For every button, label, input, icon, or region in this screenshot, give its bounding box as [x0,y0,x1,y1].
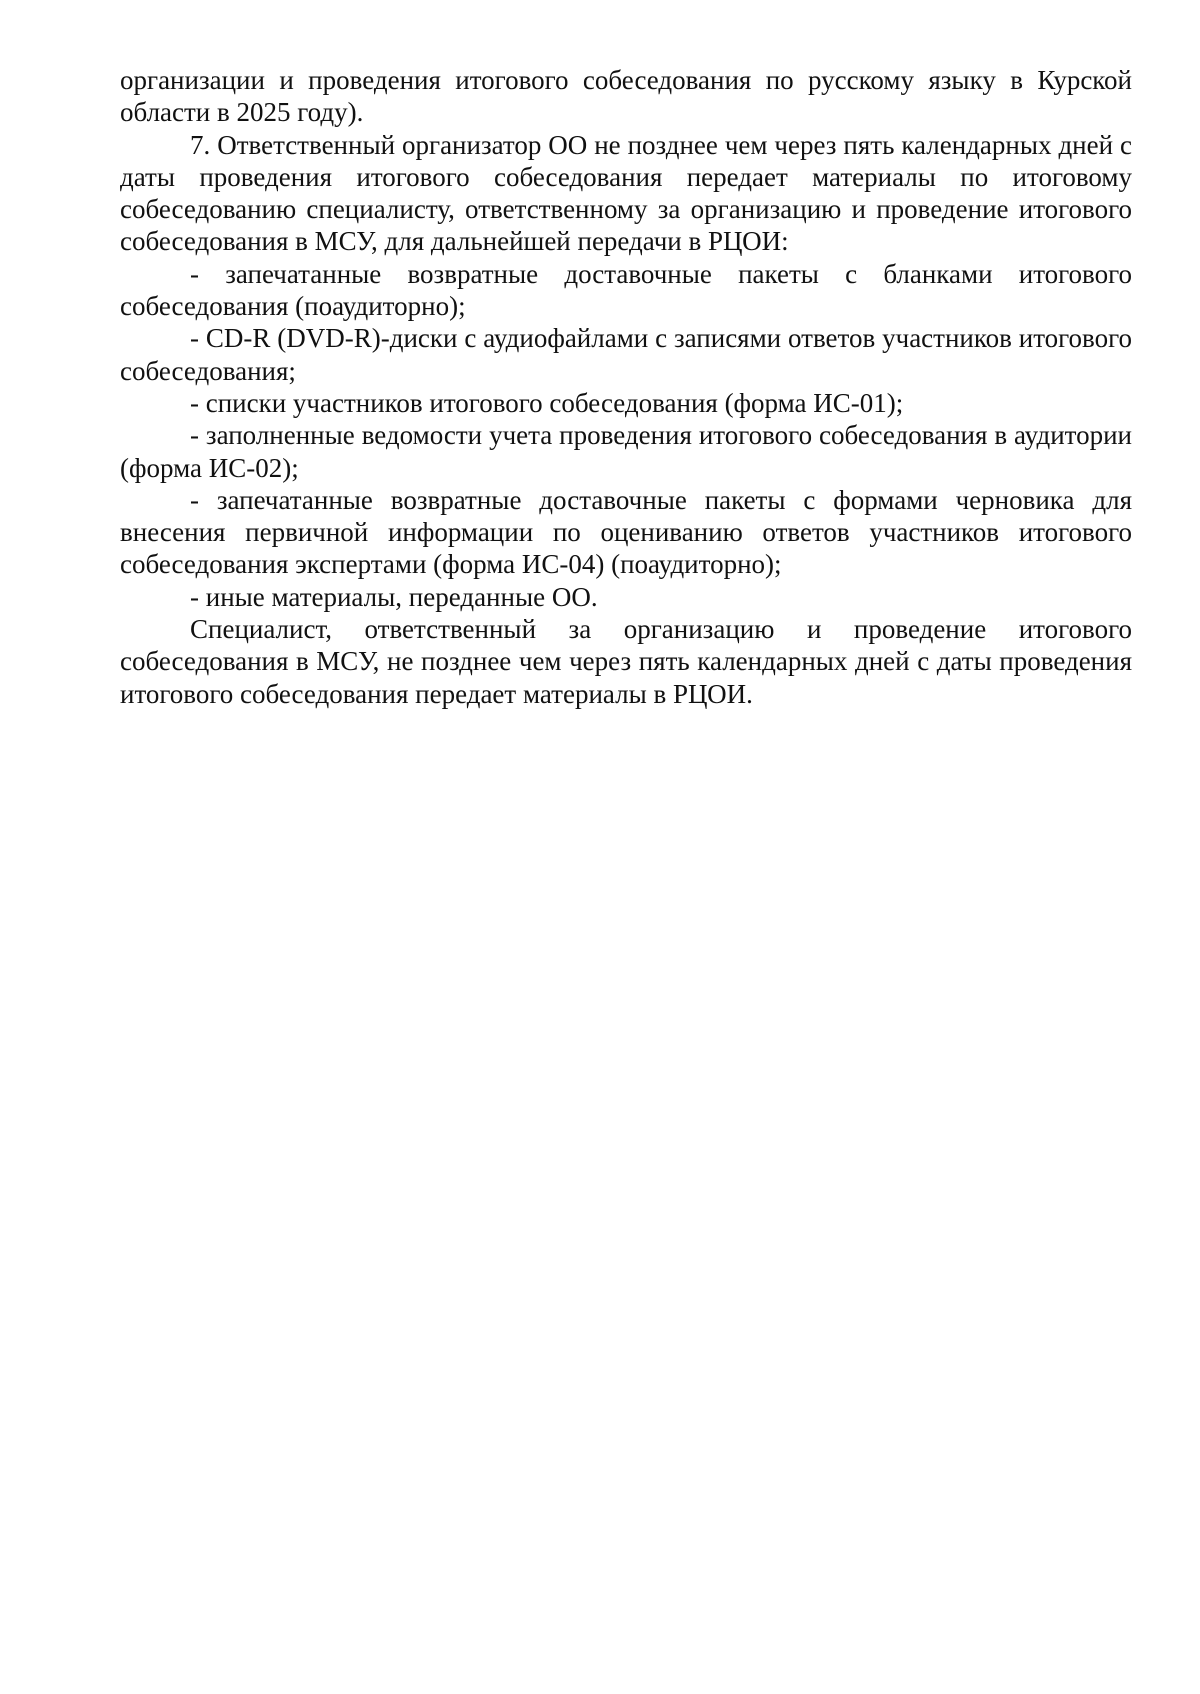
paragraph-item-7: 7. Ответственный организатор ОО не позднее чем через пять календарных дней с даты проведения итогового собеседования передает материалы по итоговому собеседованию специалисту, ответственному за организацию и проведение итогового собеседования в МСУ, для дальнейшей передачи в РЦОИ: [120,129,1132,257]
list-item-draft-forms: - запечатанные возвратные доставочные пакеты с формами черновика для внесения первичной информации по оцениванию ответов участников итогового собеседования экспертами (форма ИС-04) (поаудиторно); [120,484,1132,580]
paragraph-continuation: организации и проведения итогового собеседования по русскому языку в Курской области в 2025 году). [120,65,1132,128]
paragraph-specialist: Специалист, ответственный за организацию и проведение итогового собеседования в МСУ, не позднее чем через пять календарных дней с даты проведения итогового собеседования передает материалы в РЦОИ. [120,614,1132,709]
list-item-sealed-packages-blanks: - запечатанные возвратные доставочные пакеты с бланками итогового собеседования (поаудиторно); [120,258,1132,322]
list-item-other-materials: - иные материалы, переданные ОО. [190,581,598,612]
list-item-audit-sheets: - заполненные ведомости учета проведения итогового собеседования в аудитории (форма ИС-02); [120,420,1132,483]
list-item-cd-dvd-disks: - CD-R (DVD-R)-диски с аудиофайлами с записями ответов участников итогового собеседования; [120,323,1132,386]
document-body [120,64,1132,710]
list-item-participant-lists: - списки участников итогового собеседования (форма ИС-01); [190,387,904,418]
